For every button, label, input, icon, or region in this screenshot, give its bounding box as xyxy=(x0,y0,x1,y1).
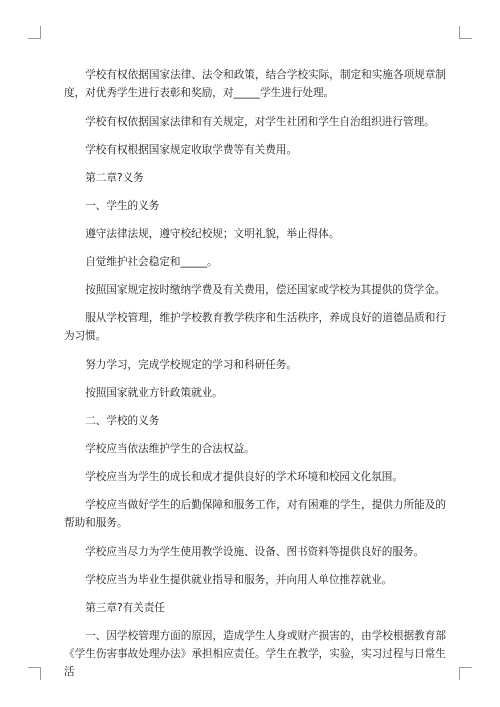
paragraph-graduate-employment: 学校应当为毕业生提供就业指导和服务，并向用人单位推荐就业。 xyxy=(85,574,393,586)
crop-mark-bottom-right xyxy=(459,667,472,680)
paragraph-protect-rights: 学校应当依法维护学生的合法权益。 xyxy=(85,443,255,455)
paragraph-student-organizations: 学校有权依据国家法律和有关规定，对学生社团和学生自治组织进行管理。 xyxy=(85,116,435,128)
paragraph-obey-management: 服从学校管理，维护学校教育教学秩序和生活秩序，养成良好的道德品质和行为习惯。 xyxy=(64,312,446,342)
paragraph-school-liability: 一、因学校管理方面的原因，造成学生人身或财产损害的，由学校根据教育部《学生伤害事故处理办法》承担相应责任。学生在教学，实验，实习过程与日常生活 xyxy=(64,630,446,678)
crop-mark-bottom-left xyxy=(28,667,41,680)
paragraph-obey-laws: 遵守法律法规，遵守校纪校规；文明礼貌，举止得体。 xyxy=(85,228,340,240)
section-student-duties-heading: 一、学生的义务 xyxy=(85,200,160,212)
paragraph-academic-environment: 学校应当为学生的成长和成才提供良好的学术环境和校园文化氛围。 xyxy=(85,471,403,483)
paragraph-social-stability: 自觉维护社会稳定和_____。 xyxy=(85,256,218,268)
paragraph-logistics-service: 学校应当做好学生的后勤保障和服务工作，对有困难的学生，提供力所能及的帮助和服务。 xyxy=(64,499,446,529)
document-body xyxy=(64,66,446,681)
section-school-duties-heading: 二、学校的义务 xyxy=(85,415,160,427)
chapter-two-heading: 第二章?义务 xyxy=(85,172,144,184)
paragraph-facilities-service: 学校应当尽力为学生使用教学设施、设备、图书资料等提供良好的服务。 xyxy=(85,546,425,558)
crop-mark-top-left xyxy=(28,26,41,39)
paragraph-tuition-fees: 学校有权根据国家规定收取学费等有关费用。 xyxy=(85,144,298,156)
crop-mark-top-right xyxy=(459,26,472,39)
chapter-three-heading: 第三章?有关责任 xyxy=(85,602,165,614)
paragraph-pay-fees: 按照国家规定按时缴纳学费及有关费用，偿还国家或学校为其提供的贷学金。 xyxy=(85,284,446,296)
paragraph-school-rules: 学校有权依据国家法律、法令和政策，结合学校实际，制定和实施各项规章制度，对优秀学生进行表彰和奖励，对_____学生进行处理。 xyxy=(64,69,446,99)
paragraph-employment-policy: 按照国家就业方针政策就业。 xyxy=(85,387,223,399)
paragraph-study-hard: 努力学习，完成学校规定的学习和科研任务。 xyxy=(85,359,298,371)
